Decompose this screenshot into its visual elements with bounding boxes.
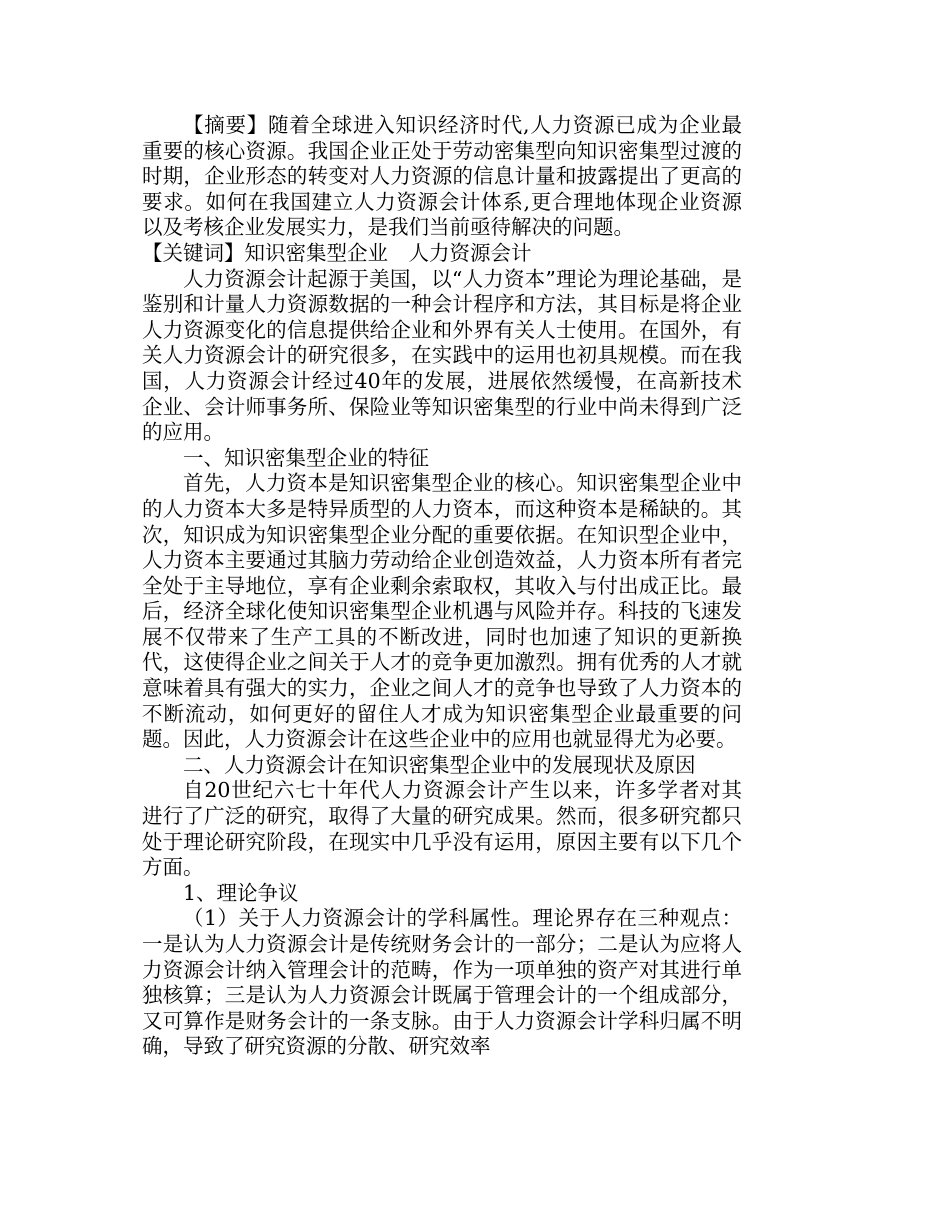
document-page — [142, 113, 742, 1060]
keywords-paragraph: 【关键词】知识密集型企业 人力资源会计 — [142, 240, 532, 265]
intro-paragraph: 人力资源会计起源于美国，以“人力资本”理论为理论基础，是鉴别和计量人力资源数据的一种会计程序和方法，其目标是将企业人力资源变化的信息提供给企业和外界有关人士使用。在国外，有关人力资源会计的研究很多，在实践中的运用也初具规模。而在我国，人力资源会计经过40年的发展，进展依然缓慢，在高新技术企业、会计师事务所、保险业等知识密集型的行业中尚未得到广泛的应用。 — [142, 266, 742, 445]
section-2-paragraph: 自20世纪六七十年代人力资源会计产生以来，许多学者对其进行了广泛的研究，取得了大量的研究成果。然而，很多研究都只处于理论研究阶段，在现实中几乎没有运用，原因主要有以下几个方面。 — [142, 778, 742, 880]
section-heading-2: 二、人力资源会计在知识密集型企业中的发展现状及原因 — [183, 752, 696, 777]
abstract-paragraph: 【摘要】随着全球进入知识经济时代,人力资源已成为企业最重要的核心资源。我国企业正处于劳动密集型向知识密集型过渡的时期，企业形态的转变对人力资源的信息计量和披露提出了更高的要求。如何在我国建立人力资源会计体系,更合理地体现企业资源以及考核企业发展实力，是我们当前亟待解决的问题。 — [142, 113, 742, 240]
section-1-paragraph: 首先，人力资本是知识密集型企业的核心。知识密集型企业中的人力资本大多是特异质型的人力资本，而这种资本是稀缺的。其次，知识成为知识密集型企业分配的重要依据。在知识型企业中，人力资本主要通过其脑力劳动给企业创造效益，人力资本所有者完全处于主导地位，享有企业剩余索取权，其收入与付出成正比。最后，经济全球化使知识密集型企业机遇与风险并存。科技的飞速发展不仅带来了生产工具的不断改进，同时也加速了知识的更新换代，这使得企业之间关于人才的竞争更加激烈。拥有优秀的人才就意味着具有强大的实力，企业之间人才的竞争也导致了人力资本的不断流动，如何更好的留住人才成为知识密集型企业最重要的问题。因此，人力资源会计在这些企业中的应用也就显得尤为必要。 — [142, 471, 742, 752]
subsection-1-paragraph: （1）关于人力资源会计的学科属性。理论界存在三种观点：一是认为人力资源会计是传统财务会计的一部分；二是认为应将人力资源会计纳入管理会计的范畴，作为一项单独的资产对其进行单独核算；三是认为人力资源会计既属于管理会计的一个组成部分，又可算作是财务会计的一条支脉。由于人力资源会计学科归属不明确，导致了研究资源的分散、研究效率 — [142, 906, 742, 1059]
section-heading-1: 一、知识密集型企业的特征 — [183, 445, 429, 470]
subsection-heading-1: 1、理论争议 — [183, 880, 299, 905]
